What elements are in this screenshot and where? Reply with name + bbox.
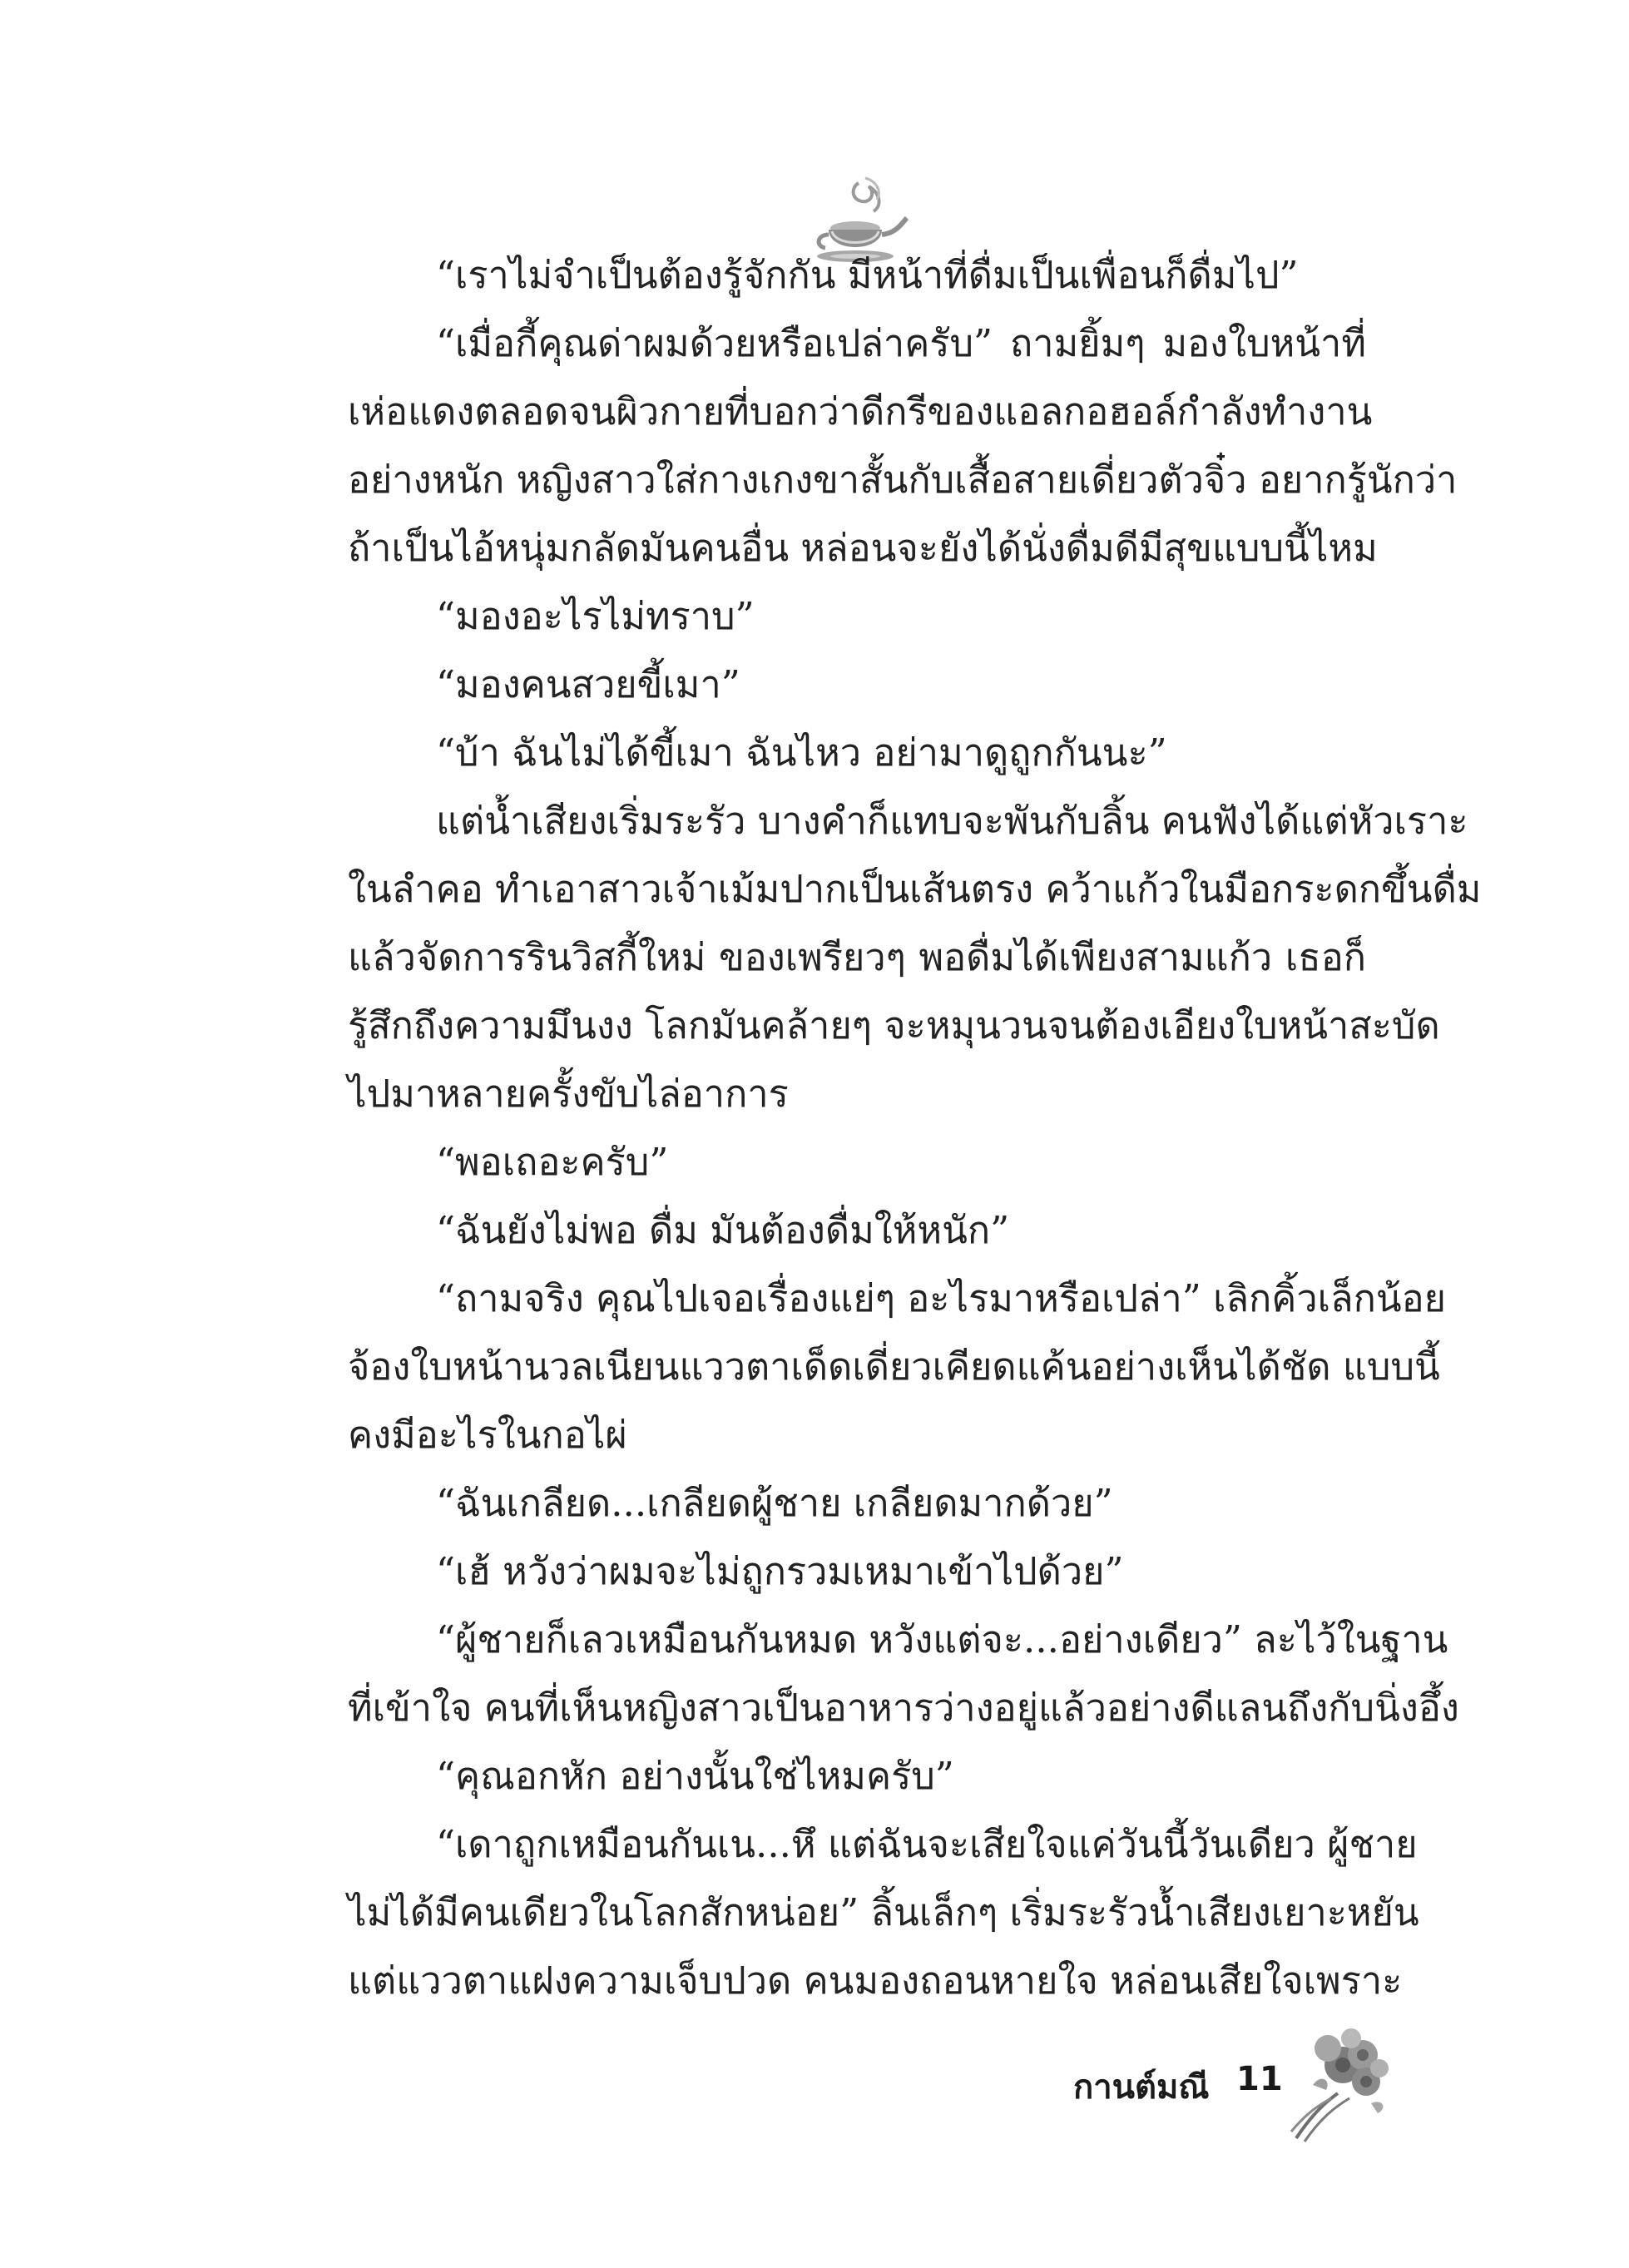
text-line: “มองอะไรไม่ทราบ”	[436, 594, 755, 638]
text-line: แต่น้ำเสียงเริ่มระรัว บางคำก็แทบจะพันกับลิ้น คนฟังได้แต่หัวเราะ	[436, 799, 1468, 843]
text-line: จ้องใบหน้านวลเนียนแววตาเด็ดเดี่ยวเคียดแค้นอย่างเห็นได้ชัด แบบนี้	[348, 1344, 1440, 1389]
page-number: 11	[1236, 2060, 1283, 2098]
text-line: “เราไม่จำเป็นต้องรู้จักกัน มีหน้าที่ดื่มเป็นเพื่อนก็ดื่มไป”	[436, 253, 1299, 297]
text-line: “มองคนสวยขี้เมา”	[436, 662, 740, 706]
text-line: ในลำคอ ทำเอาสาวเจ้าเม้มปากเป็นเส้นตรง คว้าแก้วในมือกระดกขึ้นดื่ม	[348, 867, 1482, 911]
text-line: อย่างหนัก หญิงสาวใส่กางเกงขาสั้นกับเสื้อสายเดี่ยวตัวจิ๋ว อยากรู้นักว่า	[348, 458, 1458, 502]
text-line: “พอเถอะครับ”	[436, 1140, 669, 1184]
text-line: “คุณอกหัก อย่างนั้นใช่ไหมครับ”	[436, 1754, 954, 1798]
text-line: “ถามจริง คุณไปเจอเรื่องแย่ๆ อะไรมาหรือเปล่า” เลิกคิ้วเล็กน้อย	[436, 1276, 1447, 1320]
text-line: รู้สึกถึงความมึนงง โลกมันคล้ายๆ จะหมุนวนจนต้องเอียงใบหน้าสะบัด	[348, 1003, 1440, 1047]
text-line: คงมีอะไรในกอไผ่	[348, 1413, 627, 1457]
flower-bouquet-icon	[1280, 2022, 1396, 2147]
text-line: ที่เข้าใจ คนที่เห็นหญิงสาวเป็นอาหารว่างอยู่แล้วอย่างดีแลนถึงกับนิ่งอึ้ง	[348, 1686, 1459, 1730]
text-line: ไม่ได้มีคนเดียวในโลกสักหน่อย” ลิ้นเล็กๆ เริ่มระรัวน้ำเสียงเยาะหยัน	[348, 1890, 1419, 1934]
text-line: “ฉันยังไม่พอ ดื่ม มันต้องดื่มให้หนัก”	[436, 1208, 1010, 1252]
text-line: แล้วจัดการรินวิสกี้ใหม่ ของเพรียวๆ พอดื่มได้เพียงสามแก้ว เธอก็	[348, 935, 1366, 979]
text-line: เห่อแดงตลอดจนผิวกายที่บอกว่าดีกรีของแอลกอฮอล์กำลังทำงาน	[348, 389, 1373, 433]
text-line: ไปมาหลายครั้งขับไล่อาการ	[348, 1072, 789, 1116]
text-line: “เดาถูกเหมือนกันเน...หึ แต่ฉันจะเสียใจแค่วันนี้วันเดียว ผู้ชาย	[436, 1822, 1418, 1866]
text-line: “ผู้ชายก็เลวเหมือนกันหมด หวังแต่จะ...อย่างเดียว” ละไว้ในฐาน	[436, 1617, 1448, 1661]
text-line: “เฮ้ หวังว่าผมจะไม่ถูกรวมเหมาเข้าไปด้วย”	[436, 1549, 1124, 1593]
running-footer-title: กานต์มณี	[1073, 2068, 1210, 2107]
text-line: แต่แววตาแฝงความเจ็บปวด คนมองถอนหายใจ หล่อนเสียใจเพราะ	[348, 1959, 1403, 2003]
text-line: “บ้า ฉันไม่ได้ขี้เมา ฉันไหว อย่ามาดูถูกกันนะ”	[436, 730, 1167, 775]
body-text	[348, 241, 1482, 2015]
text-line: ถ้าเป็นไอ้หนุ่มกลัดมันคนอื่น หล่อนจะยังได้นั่งดื่มดีมีสุขแบบนี้ไหม	[348, 526, 1378, 570]
text-line: “เมื่อกี้คุณด่าผมด้วยหรือเปล่าครับ” ถามยิ้มๆ มองใบหน้าที่	[436, 321, 1366, 365]
text-line: “ฉันเกลียด...เกลียดผู้ชาย เกลียดมากด้วย”	[436, 1481, 1113, 1525]
